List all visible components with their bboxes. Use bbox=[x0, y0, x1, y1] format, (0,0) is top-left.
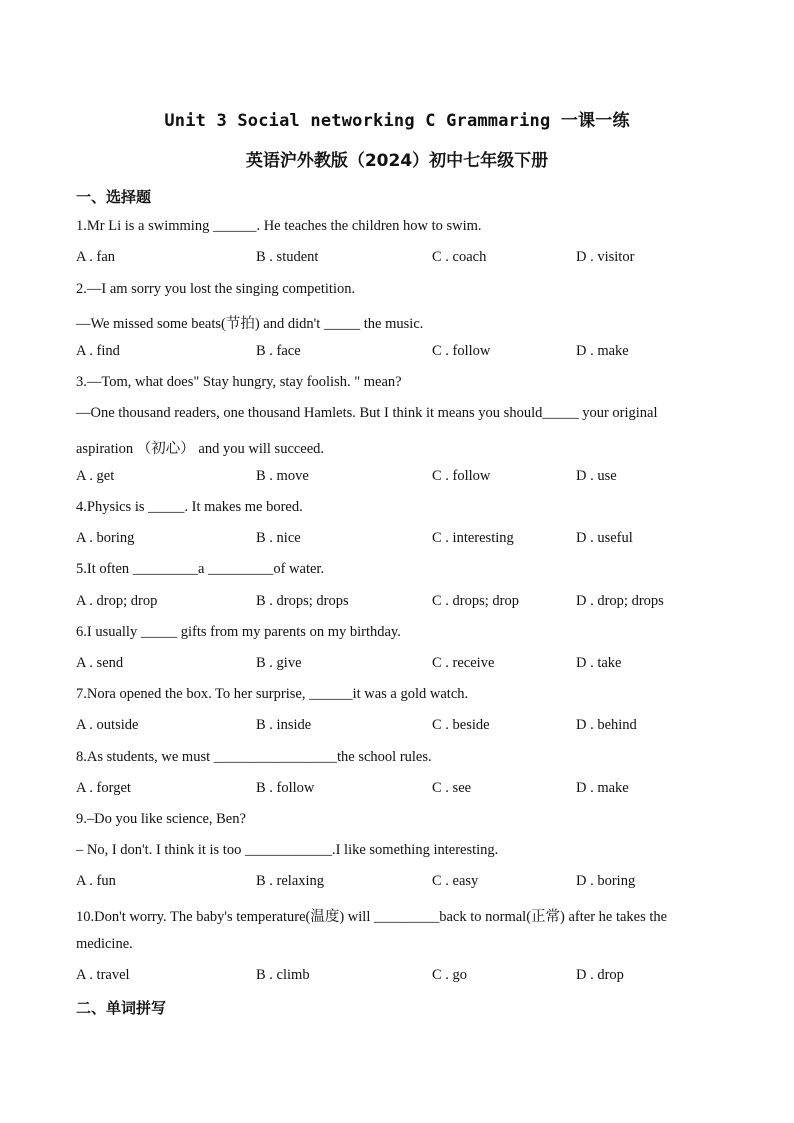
option-b: B . drops; drops bbox=[256, 593, 349, 609]
option-d: D . drop bbox=[576, 967, 624, 983]
option-d: D . make bbox=[576, 780, 629, 796]
option-b: B . face bbox=[256, 343, 301, 359]
question-6: 6.I usually _____ gifts from my parents on my birthday. bbox=[76, 624, 401, 640]
option-a: A . get bbox=[76, 468, 115, 484]
option-d: D . use bbox=[576, 468, 617, 484]
option-d: D . visitor bbox=[576, 249, 635, 265]
question-4: 4.Physics is _____. It makes me bored. bbox=[76, 499, 303, 515]
option-a: A . boring bbox=[76, 530, 135, 546]
question-10: 10.Don't worry. The baby's temperature(温度) will _________back to normal(正常) after he takes the bbox=[76, 909, 668, 925]
question-10-options bbox=[76, 967, 716, 987]
option-a: A . fun bbox=[76, 873, 116, 889]
option-a: A . forget bbox=[76, 780, 131, 796]
question-2: 2.—I am sorry you lost the singing competition. bbox=[76, 281, 356, 297]
option-b: B . move bbox=[256, 468, 309, 484]
question-1: 1.Mr Li is a swimming ______. He teaches the children how to swim. bbox=[76, 218, 482, 234]
question-3: 3.—Tom, what does" Stay hungry, stay foolish. " mean? bbox=[76, 374, 402, 390]
option-c: C . coach bbox=[432, 249, 487, 265]
question-9-line-2: – No, I don't. I think it is too ____________.I like something interesting. bbox=[76, 842, 499, 858]
option-a: A . find bbox=[76, 343, 120, 359]
option-b: B . follow bbox=[256, 780, 315, 796]
option-d: D . behind bbox=[576, 717, 637, 733]
question-2-options bbox=[76, 343, 716, 363]
question-4-options bbox=[76, 530, 716, 550]
question-3-options bbox=[76, 468, 716, 488]
question-7: 7.Nora opened the box. To her surprise, ______it was a gold watch. bbox=[76, 686, 469, 702]
option-a: A . travel bbox=[76, 967, 130, 983]
question-5: 5.It often _________a _________of water. bbox=[76, 561, 325, 577]
option-b: B . climb bbox=[256, 967, 310, 983]
option-b: B . inside bbox=[256, 717, 312, 733]
question-9-options bbox=[76, 873, 716, 893]
option-d: D . drop; drops bbox=[576, 593, 664, 609]
option-c: C . beside bbox=[432, 717, 490, 733]
option-b: B . student bbox=[256, 249, 319, 265]
option-c: C . easy bbox=[432, 873, 479, 889]
option-c: C . drops; drop bbox=[432, 593, 519, 609]
page-title: Unit 3 Social networking C Grammaring 一课一练 bbox=[164, 111, 630, 131]
question-8-options bbox=[76, 780, 716, 800]
question-9: 9.–Do you like science, Ben? bbox=[76, 811, 246, 827]
option-d: D . useful bbox=[576, 530, 633, 546]
option-c: C . interesting bbox=[432, 530, 514, 546]
option-a: A . fan bbox=[76, 249, 116, 265]
option-c: C . follow bbox=[432, 343, 491, 359]
question-1-options bbox=[76, 249, 716, 269]
option-c: C . follow bbox=[432, 468, 491, 484]
option-c: C . see bbox=[432, 780, 472, 796]
question-3-line-2: —One thousand readers, one thousand Hamlets. But I think it means you should_____ your original bbox=[76, 405, 658, 421]
option-b: B . relaxing bbox=[256, 873, 325, 889]
option-c: C . go bbox=[432, 967, 468, 983]
question-2-line-2: —We missed some beats(节拍) and didn't _____ the music. bbox=[76, 316, 424, 332]
question-6-options bbox=[76, 655, 716, 675]
option-a: A . outside bbox=[76, 717, 139, 733]
question-5-options bbox=[76, 593, 716, 613]
option-b: B . nice bbox=[256, 530, 301, 546]
section-heading-choice: 一、选择题 bbox=[76, 188, 152, 206]
option-d: D . take bbox=[576, 655, 622, 671]
option-a: A . drop; drop bbox=[76, 593, 158, 609]
question-3-line-3: aspiration （初心） and you will succeed. bbox=[76, 441, 325, 457]
option-a: A . send bbox=[76, 655, 124, 671]
question-7-options bbox=[76, 717, 716, 737]
option-d: D . make bbox=[576, 343, 629, 359]
option-b: B . give bbox=[256, 655, 302, 671]
question-10-line-2: medicine. bbox=[76, 936, 133, 952]
option-c: C . receive bbox=[432, 655, 495, 671]
section-heading-spelling: 二、单词拼写 bbox=[76, 999, 167, 1017]
option-d: D . boring bbox=[576, 873, 636, 889]
page-subtitle: 英语沪外教版（2024）初中七年级下册 bbox=[245, 151, 549, 171]
question-8: 8.As students, we must _________________the school rules. bbox=[76, 749, 432, 765]
